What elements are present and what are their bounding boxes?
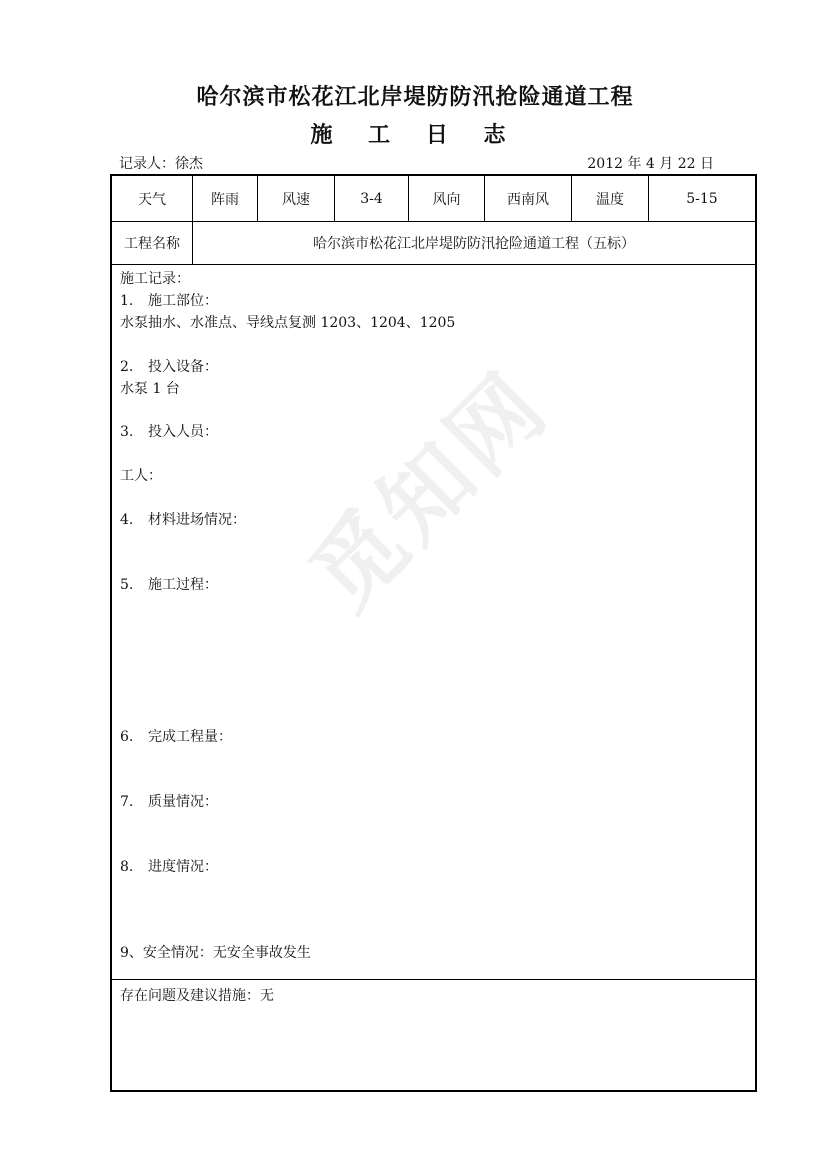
project-row xyxy=(112,221,755,265)
record-location-value: 水泵抽水、水准点、导线点复测 1203、1204、1205 xyxy=(120,315,456,331)
weather-row xyxy=(112,176,755,222)
document-subtitle: 施 工 日 志 xyxy=(310,122,520,148)
item-number: 8. xyxy=(120,859,134,875)
item-label: 施工部位： xyxy=(148,293,218,309)
record-workers: 工人： xyxy=(120,468,162,484)
item-label: 完成工程量： xyxy=(148,729,232,745)
issues-section xyxy=(112,979,755,1092)
record-heading: 施工记录： xyxy=(120,271,190,287)
item-number: 3. xyxy=(120,424,134,440)
item-label: 投入设备： xyxy=(148,359,218,375)
record-equipment-value: 水泵 1 台 xyxy=(120,381,180,397)
item-label: 质量情况： xyxy=(148,794,218,810)
item-number: 1. xyxy=(120,293,134,309)
weather-label: 天气 xyxy=(112,176,193,221)
log-sheet xyxy=(110,174,757,1092)
temperature-label: 温度 xyxy=(572,176,649,221)
recorder: 记录人：徐杰 xyxy=(119,156,203,172)
record-item-process xyxy=(120,574,218,594)
wind-direction-label: 风向 xyxy=(409,176,485,221)
item-label: 投入人员： xyxy=(148,424,218,440)
temperature-value: 5-15 xyxy=(686,190,718,207)
item-number: 4. xyxy=(120,512,134,528)
construction-record xyxy=(112,264,755,980)
wind-direction-value: 西南风 xyxy=(485,176,572,221)
document-title: 哈尔滨市松花江北岸堤防防汛抢险通道工程 xyxy=(196,84,634,110)
item-label: 进度情况： xyxy=(148,859,218,875)
issues-text: 存在问题及建议措施：无 xyxy=(120,988,274,1004)
item-label: 材料进场情况： xyxy=(148,512,246,528)
record-item-quality xyxy=(120,791,218,811)
watermark: 觅知网 xyxy=(291,352,569,630)
record-safety: 9、安全情况：无安全事故发生 xyxy=(120,945,311,961)
item-number: 2. xyxy=(120,359,134,375)
project-name-label: 工程名称 xyxy=(112,221,193,264)
wind-speed-label: 风速 xyxy=(258,176,335,221)
wind-speed-value: 3-4 xyxy=(335,176,409,221)
item-number: 6. xyxy=(120,729,134,745)
record-item-quantity xyxy=(120,726,232,746)
weather-value: 阵雨 xyxy=(193,176,258,221)
item-number: 5. xyxy=(120,577,134,593)
project-name-value: 哈尔滨市松花江北岸堤防防汛抢险通道工程（五标） xyxy=(313,235,635,252)
item-number: 7. xyxy=(120,794,134,810)
item-label: 施工过程： xyxy=(148,577,218,593)
log-date: 2012 年 4 月 22 日 xyxy=(587,156,714,172)
record-item-materials xyxy=(120,509,246,529)
record-item-progress xyxy=(120,856,218,876)
record-item-location xyxy=(120,290,218,310)
record-item-equipment xyxy=(120,356,218,376)
record-item-personnel xyxy=(120,421,218,441)
